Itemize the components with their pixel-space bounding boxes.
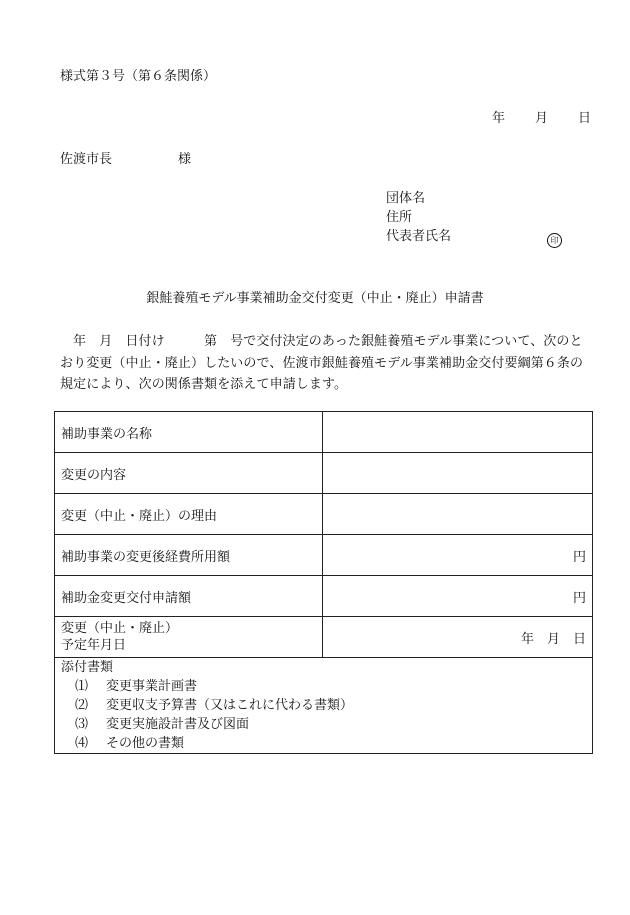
- applicant-block: [386, 192, 451, 249]
- table-row: [55, 453, 593, 494]
- scheduled-date-value[interactable]: [323, 617, 593, 658]
- document-title: 銀鮭養殖モデル事業補助金交付変更（中止・廃止）申請書: [146, 291, 484, 306]
- scheduled-date-label-line1: 変更（中止・廃止）: [61, 621, 179, 636]
- attachment-item: [61, 696, 586, 715]
- attachment-item: [61, 715, 586, 734]
- attachment-text: 変更事業計画書: [106, 679, 198, 694]
- grant-amount-label: 補助金変更交付申請額: [55, 576, 323, 617]
- date-day: 日: [578, 111, 592, 126]
- scheduled-date-text: 年 月 日: [520, 631, 586, 647]
- representative-label: 代表者氏名: [386, 229, 452, 244]
- yen-unit: 円: [572, 549, 586, 565]
- date-month: 月: [535, 111, 549, 126]
- addressee-honorific: 様: [178, 152, 192, 167]
- scheduled-date-label: [55, 617, 323, 658]
- change-content-value[interactable]: [323, 453, 593, 494]
- attachments-cell: [55, 658, 593, 754]
- seal-mark: 印: [547, 233, 562, 248]
- attachment-number: ⑷: [75, 736, 89, 751]
- change-reason-value[interactable]: [323, 494, 593, 535]
- grant-amount-value[interactable]: [323, 576, 593, 617]
- organization-label: 団体名: [386, 191, 426, 206]
- attachment-item: [61, 734, 586, 753]
- attachment-text: 変更収支予算書（又はこれに代わる書類）: [106, 698, 354, 713]
- body-text: 年 月 日付け 第 号で交付決定のあった銀鮭養殖モデル事業について、次のとおり変更（中止・廃止）したいので、佐渡市銀鮭養殖モデル事業補助金交付要綱第６条の規定により、次の関係書類を添えて申請します。: [60, 334, 584, 392]
- date-year: 年: [492, 111, 506, 126]
- change-content-label: 変更の内容: [55, 453, 323, 494]
- changed-cost-label: 補助事業の変更後経費所用額: [55, 535, 323, 576]
- table-row: [55, 617, 593, 658]
- change-reason-label: 変更（中止・廃止）の理由: [55, 494, 323, 535]
- yen-unit: 円: [572, 590, 586, 606]
- addressee: [60, 153, 191, 166]
- addressee-name: 佐渡市長: [60, 152, 113, 167]
- table-row: [55, 576, 593, 617]
- attachment-text: 変更実施設計書及び図面: [106, 717, 250, 732]
- attachments-heading: 添付書類: [61, 660, 114, 675]
- attachment-number: ⑵: [75, 698, 89, 713]
- attachment-number: ⑶: [75, 717, 89, 732]
- date-line: [492, 112, 591, 125]
- table-row: [55, 412, 593, 453]
- table-row: [55, 658, 593, 754]
- address-label: 住所: [386, 210, 413, 225]
- attachment-item: [61, 677, 586, 696]
- scheduled-date-label-line2: 予定年月日: [61, 638, 127, 653]
- attachment-number: ⑴: [75, 679, 89, 694]
- project-name-label: 補助事業の名称: [55, 412, 323, 453]
- table-row: [55, 494, 593, 535]
- project-name-value[interactable]: [323, 412, 593, 453]
- attachment-text: その他の書類: [106, 736, 185, 751]
- application-table: [54, 411, 593, 754]
- changed-cost-value[interactable]: [323, 535, 593, 576]
- form-number: 様式第３号（第６条関係）: [60, 69, 217, 84]
- table-row: [55, 535, 593, 576]
